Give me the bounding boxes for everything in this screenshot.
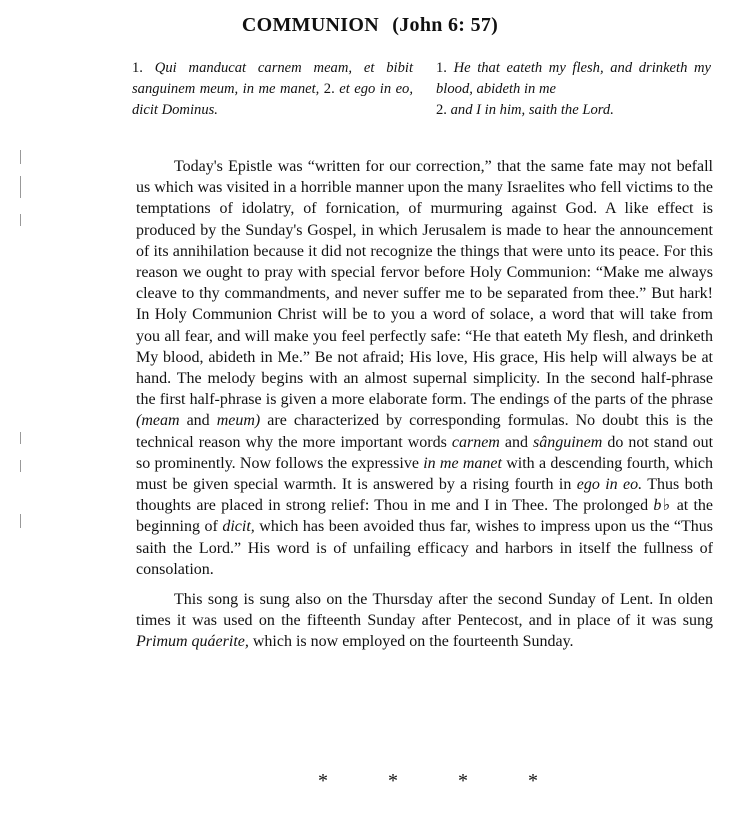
text-run: with a descending fourth, which must be given special warmth. It is answered by a rising fourth in [136,454,714,494]
asterisk: * [318,770,328,792]
english-translation [436,58,711,121]
text-run: and [186,412,210,430]
margin-mark [20,214,21,226]
commentary-paragraph-1 [136,156,713,580]
latin-number-2: 2. [323,81,335,97]
latin-word: (meam [136,412,180,430]
latin-number-1: 1. [132,60,143,76]
latin-word: meum) [216,412,261,430]
section-divider [318,770,538,793]
text-run: which has been avoided thus far, wishes to impress upon us the “Thus saith the Lord.” His word is of unfailing efficacy and harbors in itself the fullness of consolation. [136,518,714,578]
margin-mark [20,460,21,472]
text-run: This song is sung also on the Thursday after the second Sunday of Lent. In olden times it was used on the fifteenth Sunday after Pentecost, and in place of it was sung [136,591,713,630]
text-run: Today's Epistle was “written for our correction,” that the same fate may not befall us which was visited in a horrible manner upon the many Israelites who fell victims to the temptations of idolatry, of fornication, of murmuring against God. A like effect is produced by the Sunday's Gospel, in which Jerusalem is made to hear the announcement of its annihilation because it did not recognize the things that were unto its peace. For this reason we ought to pray with special fervor before Holy Communion: “Make me always cleave to thy commandments, and never suffer me to be separated from thee.” But hark! In Holy Communion Christ will be to you a word of solace, a word that will take from you all fear, and will make you feel perfectly safe: “He that eateth My flesh, and drinketh My blood, abideth in Me.” Be not afraid; His love, His grace, His help will always be at hand. The melody begins with an almost supernal simplicity. In the second half-phrase the first half-phrase is given a more elaborate form. The endings of the parts of the phrase [136,158,713,409]
latin-part-1: Qui manducat carnem meam, et bibit sanguinem meum, in me manet, [132,60,413,97]
text-run: which is now employed on the fourteenth Sunday. [252,633,574,651]
latin-word: sânguinem [533,433,603,451]
text-run: are characterized by corresponding formulas. No doubt this is the technical reason why the more important words [136,412,714,451]
latin-word: dicit, [222,518,255,536]
margin-mark [20,150,21,164]
commentary-paragraph-2 [136,589,713,653]
latin-part-2: et ego in eo, dicit Dominus. [132,81,414,118]
latin-word: carnem [451,433,500,451]
scripture-reference: (John 6: 57) [392,14,499,36]
asterisk: * [528,770,538,792]
note-name: b♭ [653,497,672,515]
latin-phrase: in me manet [423,454,502,472]
title-text: COMMUNION [241,14,379,36]
commentary [136,156,713,653]
text-run: Thus both thoughts are placed in strong relief: Thou in me and I in Thee. The prolonged [136,476,714,515]
latin-phrase: ego in eo. [576,476,643,494]
margin-mark [20,432,21,444]
asterisk: * [388,770,398,792]
text-run: at the beginning of [136,497,714,536]
english-number-1: 1. [436,60,447,76]
english-number-2: 2. [436,102,447,118]
english-part-1: He that eateth my flesh, and drinketh my blood, abideth in me [436,60,712,97]
page-title [0,14,740,37]
latin-text [132,58,413,121]
text-run: and [504,433,528,451]
margin-mark [20,176,21,198]
english-part-2: and I in him, saith the Lord. [450,102,614,118]
asterisk: * [458,770,468,792]
latin-phrase: Primum quáerite, [136,633,249,651]
margin-mark [20,514,21,528]
text-run: do not stand out so prominently. Now follows the expressive [136,433,714,472]
